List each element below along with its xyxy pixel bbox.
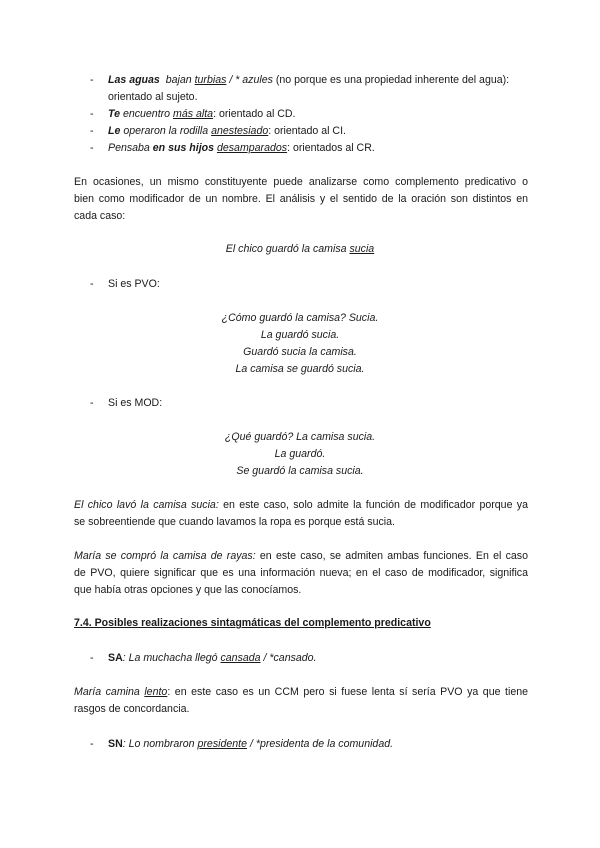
underlined-word: turbias xyxy=(194,74,227,86)
section-heading: 7.4. Posibles realizaciones sintagmáticas del complemento predicativo xyxy=(74,617,431,629)
paragraph: María camina lento: en este caso es un CCM pero si fuese lenta sí sería PVO ya que tiene rasgos de concordancia. xyxy=(74,686,528,715)
underlined-word: cansada xyxy=(220,652,261,664)
example-sentence: El chico guardó la camisa sucia xyxy=(225,243,375,255)
pvo-label: Si es PVO: xyxy=(108,278,160,290)
bullet-dash: - xyxy=(90,74,94,86)
underlined-word: anestesiado xyxy=(211,125,269,137)
mod-label: Si es MOD: xyxy=(108,397,163,409)
underlined-word: presidente xyxy=(197,738,247,750)
pvo-examples: ¿Cómo guardó la camisa? Sucia. La guardó sucia. Guardó sucia la camisa. La camisa se guardó sucia. xyxy=(221,312,379,375)
document-page: - Las aguas bajan turbias / * azules (no porque es una propiedad inherente del agua): orientado al sujeto. - Te encuentro más alta: orientado al CD. - Le operaron la rodilla anestesiado: orientado al CI. - Pensaba en sus hijos desamparados: orientados al CR. En ocasiones, un mismo constituyente puede analizarse como complemento predicativo o bien como modificador de un nombre. El análisis y el sentido de la oración son distintos en cada caso: El chico guardó la camisa sucia - Si es PVO: ¿Cómo guardó la camisa? Sucia. La guardó sucia. Guardó sucia la camisa. La camisa se guardó sucia. - Si es MOD: ¿Qué guardó? La camisa sucia. La guardó. Se guardó la camisa sucia. El chico lavó la camisa sucia: en este caso, solo admite la función de modificador porque ya se sobreentiende que cuando lavamos la ropa es porque está sucia. María se compró la camisa de rayas: en este caso, se admiten ambas funciones. En el caso de PVO, quiere significar que es una información nueva; en el caso de modificador, significa que había otras opciones y que las conocíamos. 7.4. Posibles realizaciones sintagmáticas del complemento predicativo - SA: La muchacha llegó cansada / *cansado. María camina lento: en este caso es un CCM pero si fuese lenta sí sería PVO ya que tiene rasgos de concordancia. - SN: Lo nombraron presidente / *presidenta de la comunidad. xyxy=(0,0,600,848)
paragraph: El chico lavó la camisa sucia: en este caso, solo admite la función de modificador porque ya se sobreentiende que cuando lavamos la ropa es porque está sucia. xyxy=(74,499,528,528)
paragraph: En ocasiones, un mismo constituyente puede analizarse como complemento predicativo o bien como modificador de un nombre. El análisis y el sentido de la oración son distintos en cada caso: xyxy=(74,176,528,222)
paragraph: María se compró la camisa de rayas: en este caso, se admiten ambas funciones. En el caso de PVO, quiere significar que es una información nueva; en el caso de modificador, significa que había otras opciones y que las conocíamos. xyxy=(74,550,528,596)
subject-text: Las aguas xyxy=(108,74,160,86)
underlined-word: desamparados xyxy=(216,142,288,154)
underlined-word: más alta xyxy=(173,108,214,120)
mod-examples: ¿Qué guardó? La camisa sucia. La guardó. Se guardó la camisa sucia. xyxy=(224,431,376,477)
